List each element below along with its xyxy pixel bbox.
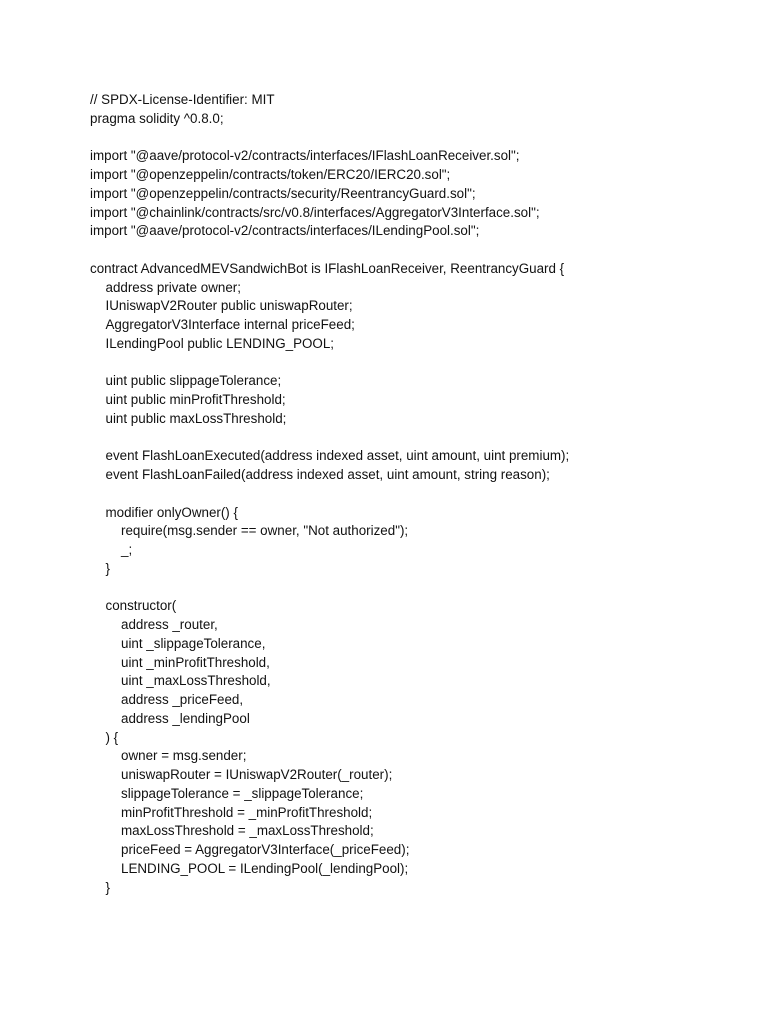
code-line: require(msg.sender == owner, "Not authorized"); [121, 523, 409, 539]
code-line [90, 241, 569, 260]
code-line: priceFeed = AggregatorV3Interface(_priceFeed); [121, 842, 410, 857]
code-line: uint public maxLossThreshold; [105, 410, 287, 426]
code-line [90, 429, 569, 448]
code-line: uniswapRouter = IUniswapV2Router(_router); [121, 767, 393, 782]
code-line: address _router, [121, 617, 218, 632]
code-line: owner = msg.sender; [121, 748, 247, 764]
code-line: import "@chainlink/contracts/src/v0.8/interfaces/AggregatorV3Interface.sol"; [90, 204, 540, 220]
code-line: modifier onlyOwner() { [105, 504, 238, 520]
code-line: _; [121, 542, 133, 557]
code-line: minProfitThreshold = _minProfitThreshold; [121, 804, 373, 820]
code-line [90, 129, 569, 148]
code-line: uint _minProfitThreshold, [121, 654, 270, 670]
code-line [90, 485, 569, 504]
code-line: constructor( [105, 598, 177, 614]
code-line: contract AdvancedMEVSandwichBot is IFlashLoanReceiver, ReentrancyGuard { [90, 260, 565, 276]
code-line: import "@aave/protocol-v2/contracts/interfaces/IFlashLoanReceiver.sol"; [90, 148, 520, 164]
code-line: AggregatorV3Interface internal priceFeed; [105, 317, 355, 332]
code-line: event FlashLoanFailed(address indexed asset, uint amount, string reason); [105, 467, 550, 482]
code-line: } [105, 879, 110, 895]
code-line: maxLossThreshold = _maxLossThreshold; [121, 823, 374, 839]
code-line: address _priceFeed, [121, 692, 244, 707]
code-line: // SPDX-License-Identifier: MIT [90, 92, 275, 107]
code-line [90, 354, 569, 373]
code-line: LENDING_POOL = ILendingPool(_lendingPool); [121, 860, 409, 876]
code-line: address private owner; [105, 279, 241, 295]
code-line: import "@openzeppelin/contracts/token/ERC20/IERC20.sol"; [90, 167, 451, 182]
code-line [90, 579, 569, 598]
code-line: IUniswapV2Router public uniswapRouter; [105, 298, 353, 314]
code-line: ILendingPool public LENDING_POOL; [105, 335, 335, 351]
code-line: uint public slippageTolerance; [105, 373, 282, 389]
code-line: import "@openzeppelin/contracts/security/ReentrancyGuard.sol"; [90, 185, 476, 201]
code-line: uint _maxLossThreshold, [121, 673, 271, 689]
code-line: address _lendingPool [121, 710, 250, 726]
code-line: slippageTolerance = _slippageTolerance; [121, 785, 364, 801]
code-line: uint public minProfitThreshold; [105, 392, 286, 407]
code-line: event FlashLoanExecuted(address indexed asset, uint amount, uint premium); [105, 448, 570, 464]
code-line: uint _slippageTolerance, [121, 635, 266, 651]
code-line: ) { [105, 729, 119, 745]
code-line: pragma solidity ^0.8.0; [90, 110, 224, 126]
code-line: } [105, 560, 110, 576]
code-block [90, 91, 569, 897]
code-line: import "@aave/protocol-v2/contracts/interfaces/ILendingPool.sol"; [90, 223, 480, 239]
